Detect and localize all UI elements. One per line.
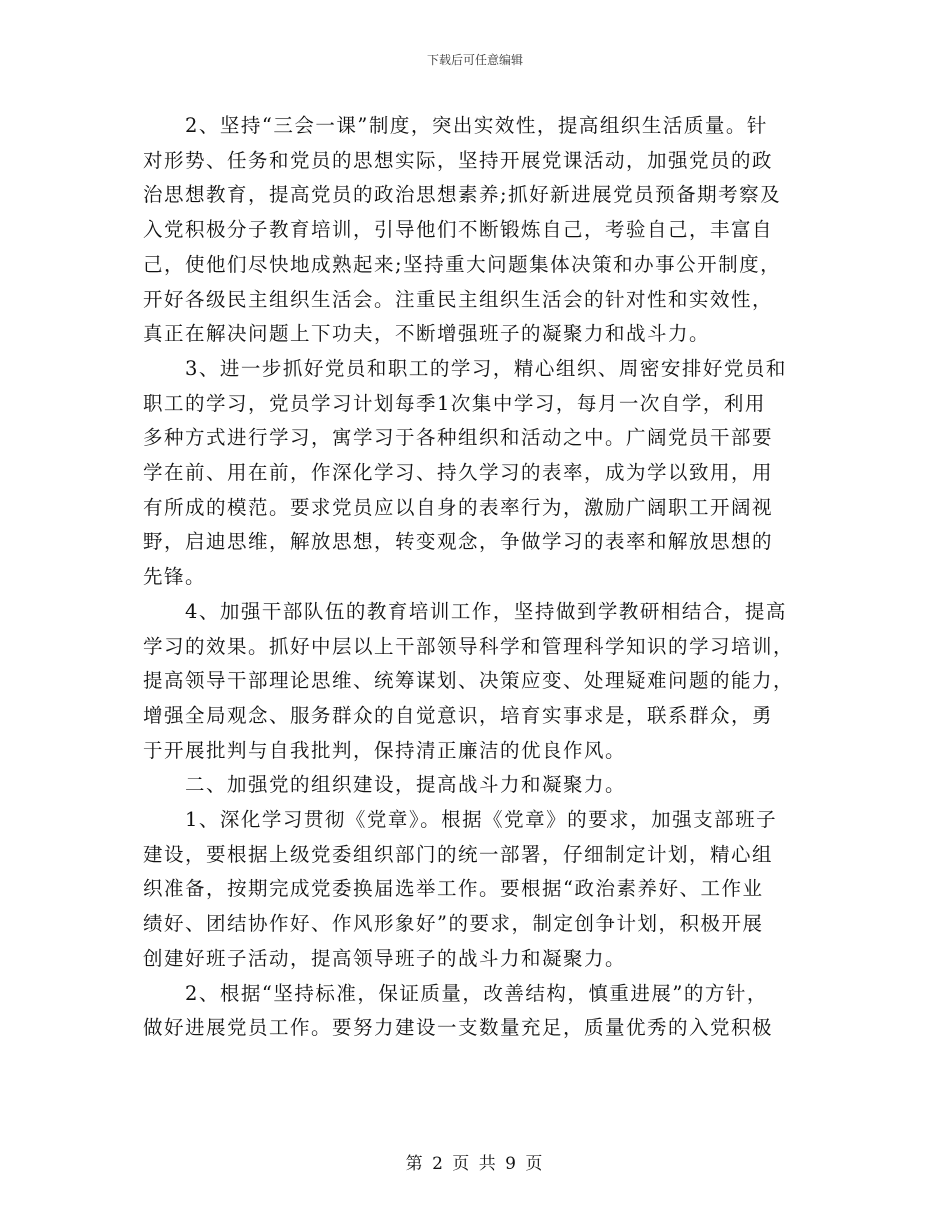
body-line: 做好进展党员工作。要努力建设一支数量充足，质量优秀的入党积极 [143, 1016, 774, 1040]
page-header: 下载后可任意编辑 [426, 53, 523, 67]
body-line: 绩好、团结协作好、作风形象好”的要求，制定创争计划，积极开展 [143, 912, 764, 936]
body-line: 建设，要根据上级党委组织部门的统一部署，仔细制定计划，精心组 [143, 842, 774, 866]
body-line: 4、加强干部队伍的教育培训工作，坚持做到学教研相结合，提高 [143, 599, 787, 623]
body-line: 入党积极分子教育培训，引导他们不断锻炼自己，考验自己，丰富自 [143, 218, 774, 242]
document-body [143, 109, 807, 1046]
body-line: 有所成的模范。要求党员应以自身的表率行为，激励广阔职工开阔视 [143, 495, 774, 519]
body-line: 对形势、任务和党员的思想实际，坚持开展党课活动，加强党员的政 [143, 148, 774, 172]
body-line: 先锋。 [143, 565, 207, 589]
body-line: 创建好班子活动，提高领导班子的战斗力和凝聚力。 [143, 946, 627, 970]
body-line: 提高领导干部理论思维、统筹谋划、决策应变、处理疑难问题的能力， [143, 669, 795, 693]
page-number-footer: 第 2 页 共 9 页 [405, 1154, 545, 1174]
body-line: 增强全局观念、服务群众的自觉意识，培育实事求是，联系群众，勇 [143, 703, 774, 727]
body-line: 2、根据“坚持标准，保证质量，改善结构，慎重进展”的方针， [143, 981, 768, 1005]
body-line: 1、深化学习贯彻《党章》。根据《党章》的要求，加强支部班子 [143, 808, 778, 832]
body-line: 于开展批判与自我批判，保持清正廉洁的优良作风。 [143, 738, 627, 762]
body-line: 真正在解决问题上下功夫，不断增强班子的凝聚力和战斗力。 [143, 322, 711, 346]
section-heading: 二、加强党的组织建设，提高战斗力和凝聚力。 [143, 773, 627, 797]
body-line: 开好各级民主组织生活会。注重民主组织生活会的针对性和实效性， [143, 287, 774, 311]
body-line: 野，启迪思维，解放思想，转变观念，争做学习的表率和解放思想的 [143, 530, 774, 554]
body-line: 学在前、用在前，作深化学习、持久学习的表率，成为学以致用，用 [143, 461, 774, 485]
body-line: 己，使他们尽快地成熟起来;坚持重大问题集体决策和办事公开制度， [143, 252, 782, 276]
body-line: 学习的效果。抓好中层以上干部领导科学和管理科学知识的学习培训， [143, 634, 795, 658]
body-line: 织准备，按期完成党委换届选举工作。要根据“政治素养好、工作业 [143, 877, 764, 901]
body-line: 2、坚持“三会一课”制度，突出实效性，提高组织生活质量。针 [143, 114, 768, 137]
body-line: 治思想教育，提高党员的政治思想素养;抓好新进展党员预备期考察及 [143, 183, 782, 207]
body-line: 3、进一步抓好党员和职工的学习，精心组织、周密安排好党员和 [143, 356, 787, 380]
body-line: 多种方式进行学习，寓学习于各种组织和活动之中。广阔党员干部要 [143, 426, 774, 450]
body-line: 职工的学习，党员学习计划每季1次集中学习，每月一次自学，利用 [143, 391, 766, 415]
